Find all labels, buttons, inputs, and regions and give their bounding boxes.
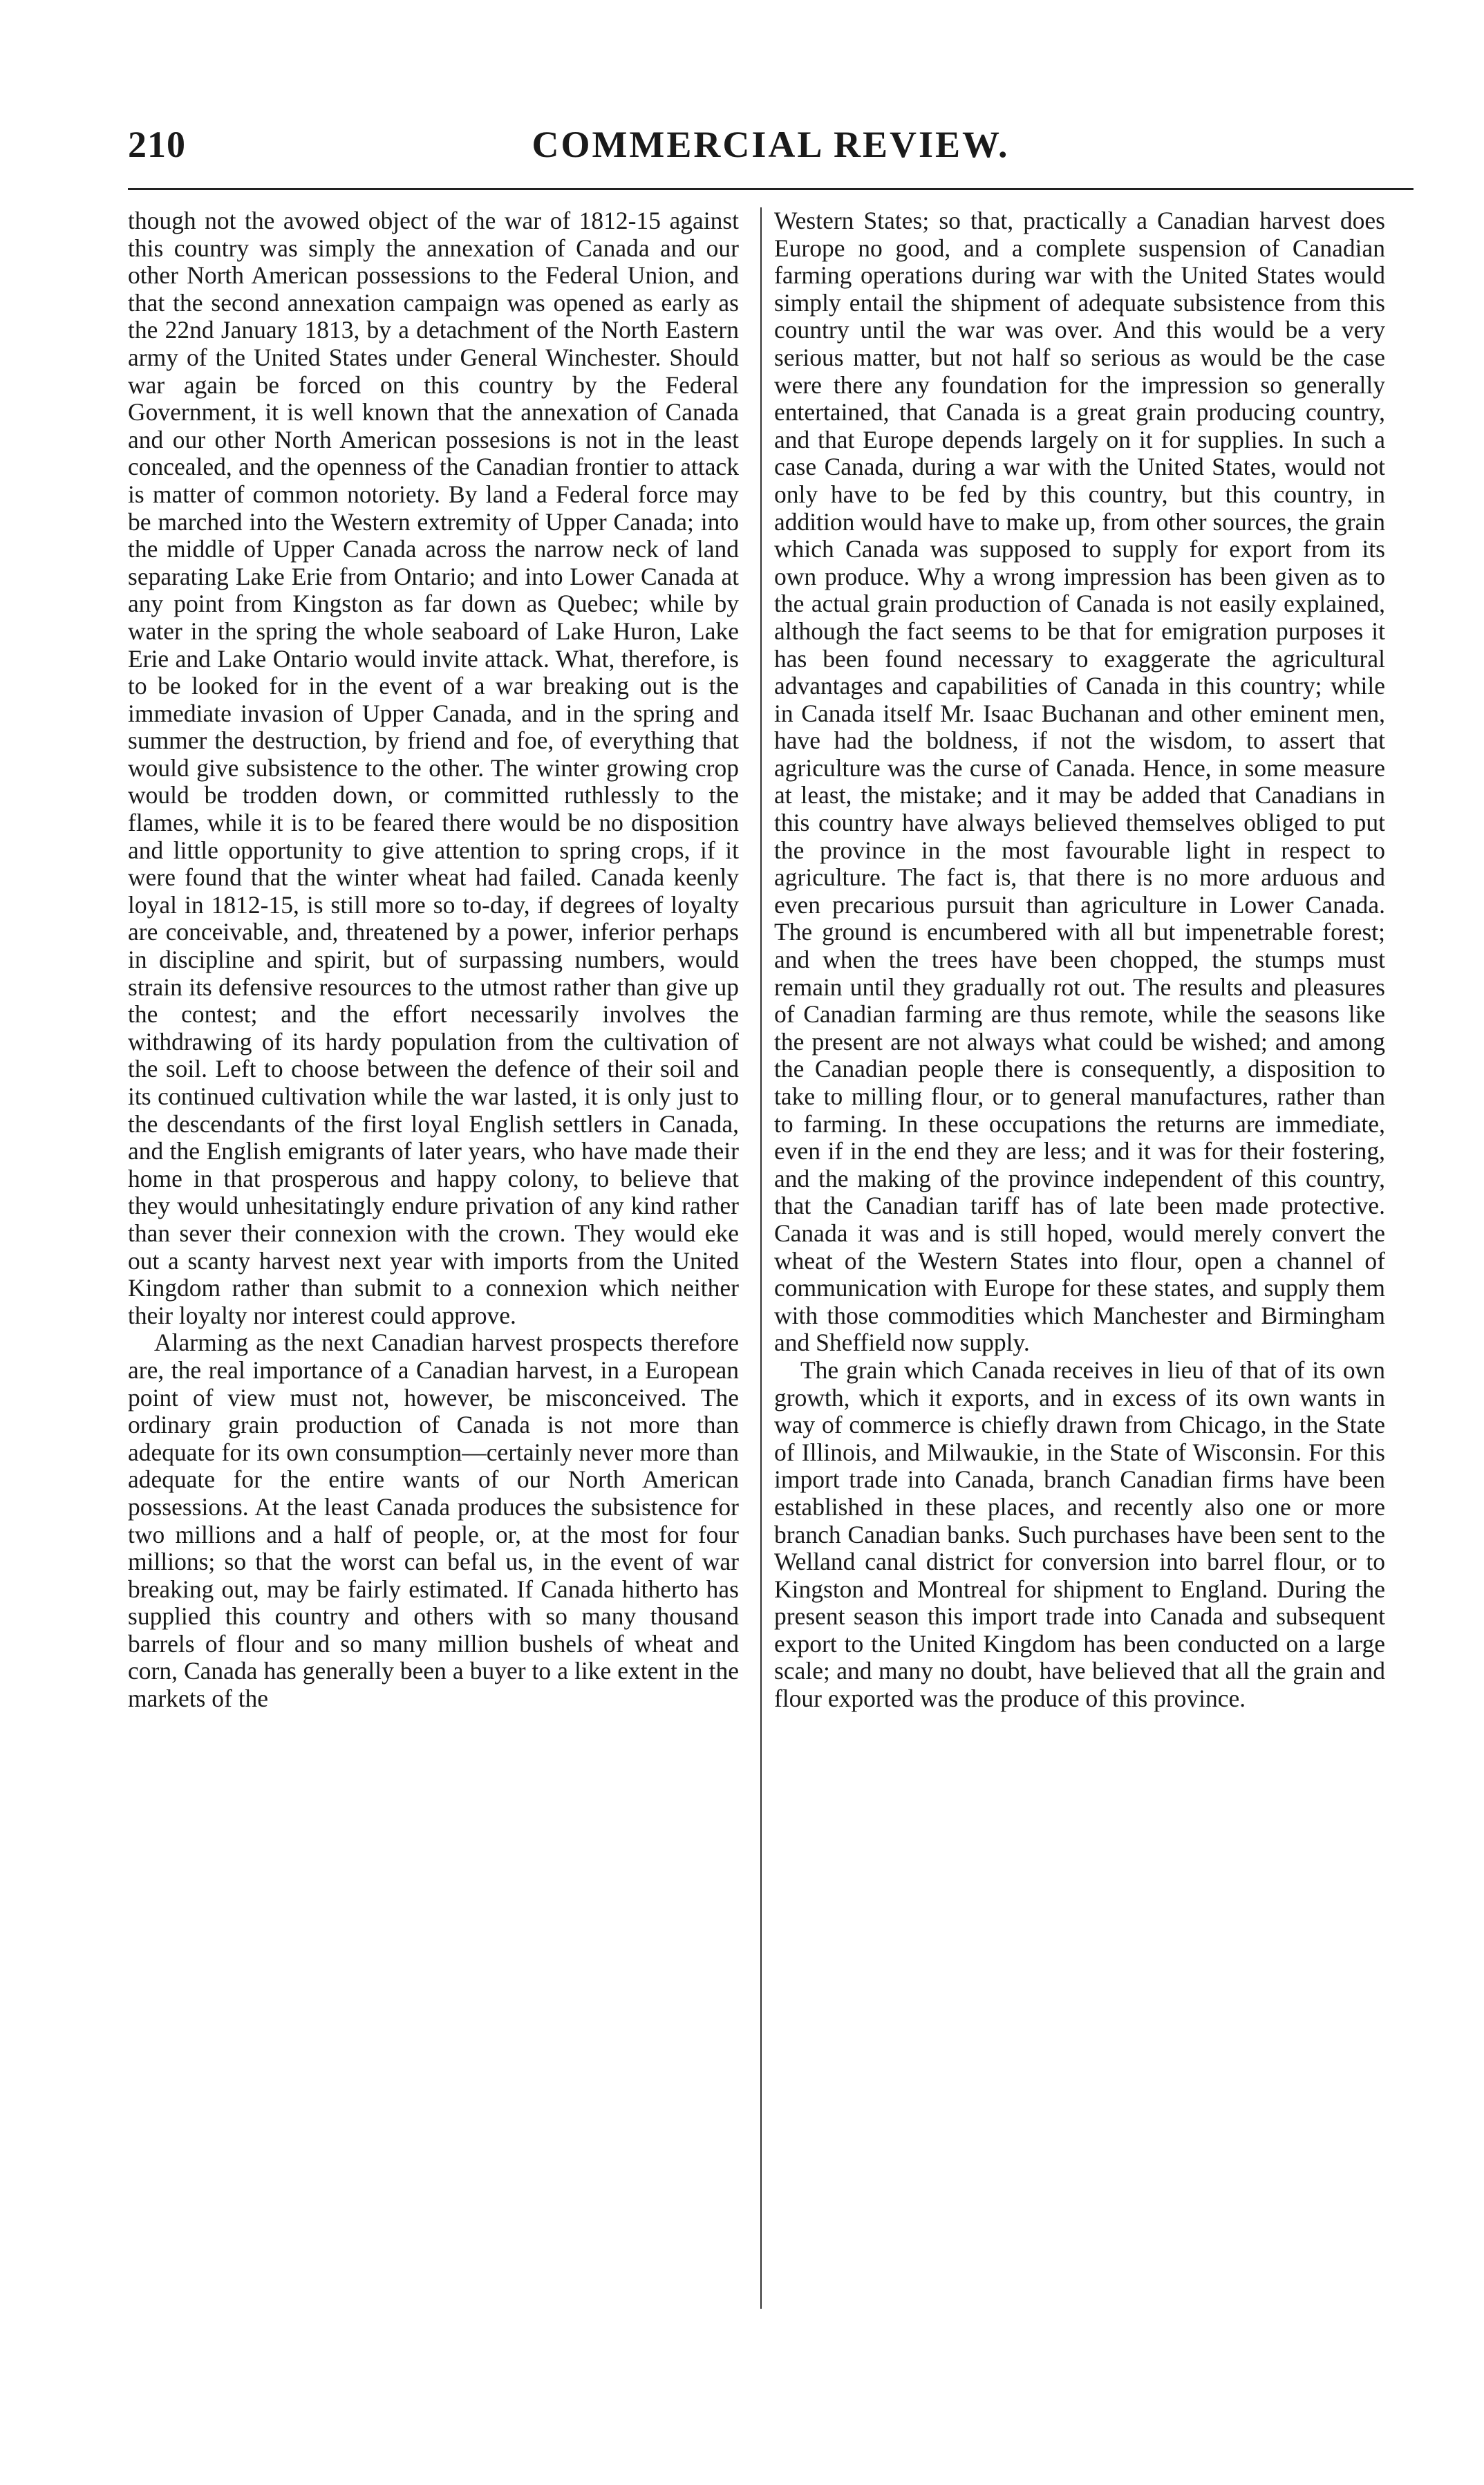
left-column bbox=[128, 207, 739, 1713]
right-column bbox=[774, 207, 1385, 1713]
right-paragraph-2: The grain which Canada receives in lieu of that of its own growth, which it exports, and in excess of its own wants in way of commerce is chiefly drawn from Chicago, in the State of Illinois, and Milwaukie, in the State of Wisconsin. For this import trade into Canada, branch Canadian firms have been established in these places, and recently also one or more branch Canadian banks. Such purchases have been sent to the Welland canal district for conversion into barrel flour, or to Kingston and Montreal for shipment to England. During the present season this import trade into Canada and subsequent export to the United Kingdom has been conducted on a large scale; and many no doubt, have believed that all the grain and flour exported was the produce of this province. bbox=[774, 1356, 1385, 1713]
page-number: 210 bbox=[128, 124, 186, 165]
left-paragraph-2: Alarming as the next Canadian harvest prospects therefore are, the real importance of a Canadian harvest, in a European point of view must not, however, be misconceived. The ordinary grain production of Canada is not more than adequate for its own consumption—certainly never more than adequate for the entire wants of our North American possessions. At the least Canada produces the subsistence for two millions and a half of people, or, at the most for four millions; so that the worst can befal us, in the event of war breaking out, may be fairly estimated. If Canada hitherto has supplied this country and others with so many thousand barrels of flour and so many million bushels of wheat and corn, Canada has generally been a buyer to a like extent in the markets of the bbox=[128, 1329, 739, 1713]
right-paragraph-1: Western States; so that, practically a Canadian harvest does Europe no good, and a complete suspension of Canadian farming operations during war with the United States would simply entail the shipment of adequate subsistence from this country until the war was over. And this would be a very serious matter, but not half so serious as would be the case were there any foundation for the impression so generally entertained, that Canada is a great grain producing country, and that Europe depends largely on it for supplies. In such a case Canada, during a war with the United States, would not only have to be fed by this country, but this country, in addition would have to make up, from other sources, the grain which Canada was supposed to supply for export from its own produce. Why a wrong impression has been given as to the actual grain production of Canada is not easily explained, although the fact seems to be that for emigration purposes it has been found necessary to exaggerate the agricultural advantages and capabilities of Canada in this country; while in Canada itself Mr. Isaac Buchanan and other eminent men, have had the boldness, if not the wisdom, to assert that agriculture was the curse of Canada. Hence, in some measure at least, the mistake; and it may be added that Canadians in this country have always believed themselves obliged to put the province in the most favourable light in respect to agriculture. The fact is, that there is no more arduous and even precarious pursuit than agriculture in Lower Canada. The ground is encumbered with all but impenetrable forest; and when the trees have been chopped, the stumps must remain until they gradually rot out. The results and pleasures of Canadian farming are thus remote, while the seasons like the present are not always what could be wished; and among the Canadian people there is consequently, a disposition to take to milling flour, or to general manufactures, rather than to farming. In these occupations the returns are immediate, even if in the end they are less; and it was for their fostering, and the making of the province independent of this country, that the Canadian tariff has of late been made protective. Canada it was and is still hoped, would merely convert the wheat of the Western States into flour, open a channel of communication with Europe for these states, and supply them with those commodities which Manchester and Birmingham and Sheffield now supply. bbox=[774, 207, 1385, 1357]
left-paragraph-1: though not the avowed object of the war of 1812-15 against this country was simply the annexation of Canada and our other North American possessions to the Federal Union, and that the second annexation campaign was opened as early as the 22nd January 1813, by a detachment of the North Eastern army of the United States under General Winchester. Should war again be forced on this country by the Federal Government, it is well known that the annexation of Canada and our other North American possesions is not in the least concealed, and the openness of the Canadian frontier to attack is matter of common notoriety. By land a Federal force may be marched into the Western extremity of Upper Canada; into the middle of Upper Canada across the narrow neck of land separating Lake Erie from Ontario; and into Lower Canada at any point from Kingston as far down as Quebec; while by water in the spring the whole seaboard of Lake Huron, Lake Erie and Lake Ontario would invite attack. What, therefore, is to be looked for in the event of a war breaking out is the immediate invasion of Upper Canada, and in the spring and summer the destruction, by friend and foe, of everything that would give subsistence to the other. The winter growing crop would be trodden down, or committed ruthlessly to the flames, while it is to be feared there would be no disposition and little opportunity to give attention to spring crops, if it were found that the winter wheat had failed. Canada keenly loyal in 1812-15, is still more so to-day, if degrees of loyalty are conceivable, and, threatened by a power, inferior perhaps in discipline and spirit, but of surpassing numbers, would strain its defensive resources to the utmost rather than give up the contest; and the effort necessarily involves the withdrawing of its hardy population from the cultivation of the soil. Left to choose between the defence of their soil and its continued cultivation while the war lasted, it is only just to the descendants of the first loyal English settlers in Canada, and the English emigrants of later years, who have made their home in that prosperous and happy colony, to believe that they would unhesitatingly endure privation of any kind rather than sever their connexion with the crown. They would eke out a scanty harvest next year with imports from the United Kingdom rather than submit to a connexion which neither their loyalty nor interest could approve. bbox=[128, 207, 739, 1329]
journal-title: COMMERCIAL REVIEW. bbox=[532, 124, 1010, 165]
column-divider bbox=[760, 207, 762, 2309]
header-rule bbox=[128, 188, 1413, 190]
running-head bbox=[128, 123, 1413, 178]
